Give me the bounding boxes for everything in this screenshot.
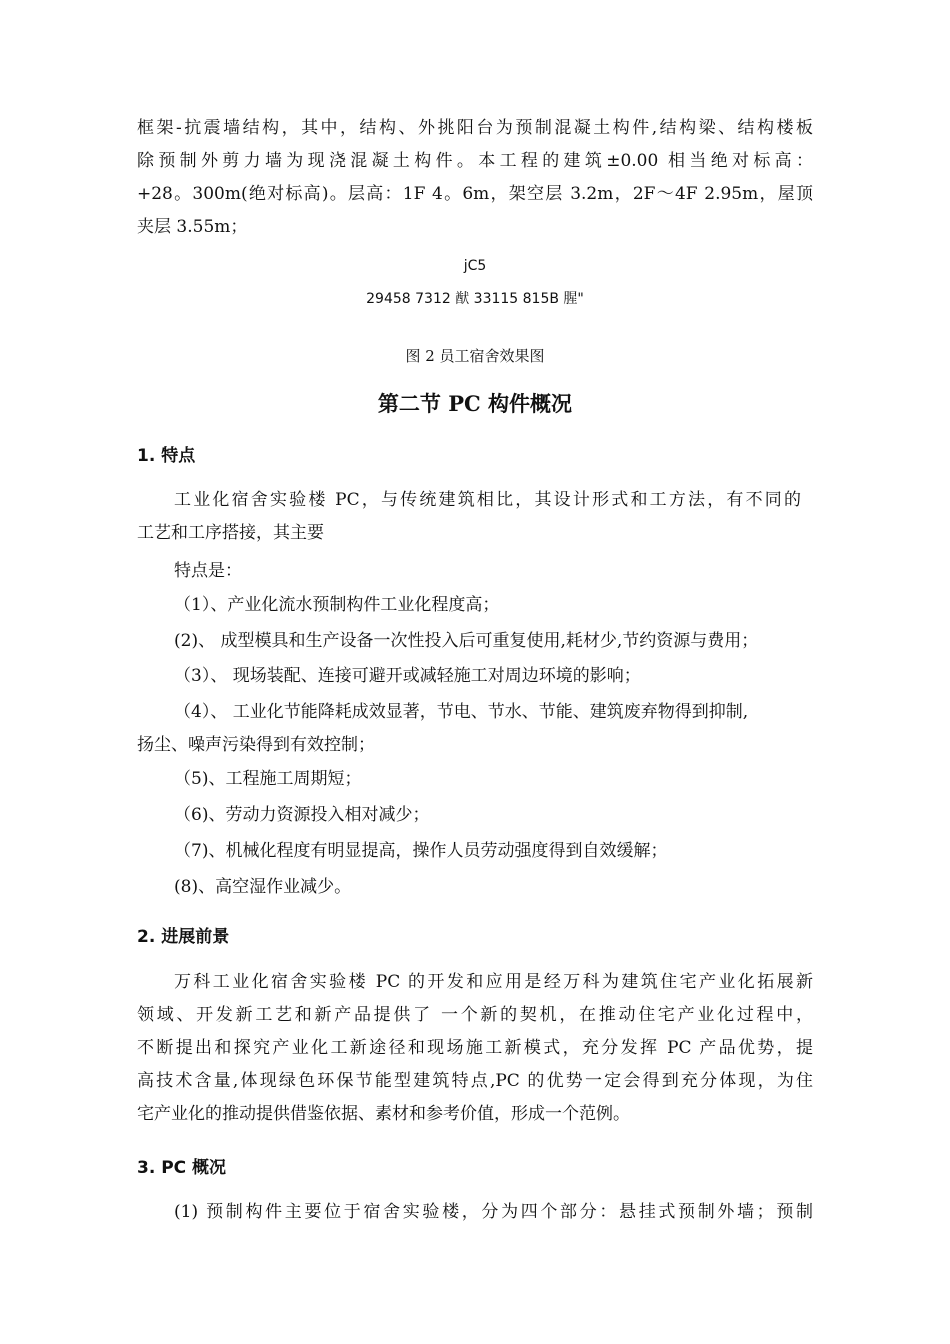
intro-line: +28。300m(绝对标高)。层高：1F 4。6m，架空层 3.2m，2F～4F 2.95m，屋顶 (137, 184, 813, 204)
figure-garbled-text-2: 29458 7312 猷 33115 815B 腥" (366, 291, 584, 307)
feature-item: （6)、劳动力资源投入相对减少； (174, 805, 430, 825)
feature-item-continuation: 扬尘、噪声污染得到有效控制； (137, 735, 375, 755)
prospects-line: 领域、开发新工艺和新产品提供了 一个新的契机，在推动住宅产业化过程中， (137, 1005, 813, 1025)
features-paragraph (137, 484, 801, 550)
prospects-paragraph (137, 966, 813, 1131)
pc-overview-line: (1) 预制构件主要位于宿舍实验楼，分为四个部分：悬挂式预制外墙；预制 (174, 1202, 813, 1222)
feature-item: （5)、工程施工周期短； (174, 769, 362, 789)
feature-item: (8)、高空湿作业减少。 (174, 877, 352, 897)
figure-caption: 图 2 员工宿舍效果图 (405, 347, 545, 365)
feature-item: (2)、 成型模具和生产设备一次性投入后可重复使用,耗材少,节约资源与费用； (174, 631, 759, 651)
intro-line: 除预制外剪力墙为现浇混凝土构件。本工程的建筑±0.00 相当绝对标高： (137, 151, 813, 171)
section-title: 第二节 PC 构件概况 (377, 391, 573, 416)
prospects-line: 不断提出和探究产业化工新途径和现场施工新模式，充分发挥 PC 产品优势，提 (137, 1038, 813, 1058)
pc-overview-paragraph (174, 1196, 813, 1229)
heading-prospects: 2. 进展前景 (137, 927, 230, 947)
heading-features: 1. 特点 (137, 446, 196, 466)
intro-line: 夹层 3.55m； (137, 217, 248, 237)
prospects-line: 万科工业化宿舍实验楼 PC 的开发和应用是经万科为建筑住宅产业化拓展新 (174, 972, 813, 992)
figure-garbled-text-1: jC5 (463, 258, 487, 274)
features-line: 工业化宿舍实验楼 PC，与传统建筑相比，其设计形式和工方法，有不同的 (174, 490, 801, 510)
heading-pc-overview: 3. PC 概况 (137, 1158, 227, 1178)
features-line: 工艺和工序搭接，其主要 (137, 523, 324, 543)
feature-item: （1）、产业化流水预制构件工业化程度高； (174, 595, 500, 615)
features-intro-tail: 特点是： (174, 561, 242, 581)
feature-item: （4）、 工业化节能降耗成效显著，节电、节水、节能、建筑废弃物得到抑制, (174, 702, 749, 722)
prospects-line: 宅产业化的推动提供借鉴依据、素材和参考价值，形成一个范例。 (137, 1104, 630, 1124)
feature-item: （7)、机械化程度有明显提高，操作人员劳动强度得到自效缓解； (174, 841, 668, 861)
intro-line: 框架-抗震墙结构，其中，结构、外挑阳台为预制混凝土构件,结构梁、结构楼板 (137, 118, 813, 138)
feature-item: （3）、 现场装配、连接可避开或减轻施工对周边环境的影响； (174, 666, 641, 686)
prospects-line: 高技术含量,体现绿色环保节能型建筑特点,PC 的优势一定会得到充分体现，为住 (137, 1071, 813, 1091)
intro-paragraph (137, 112, 813, 244)
